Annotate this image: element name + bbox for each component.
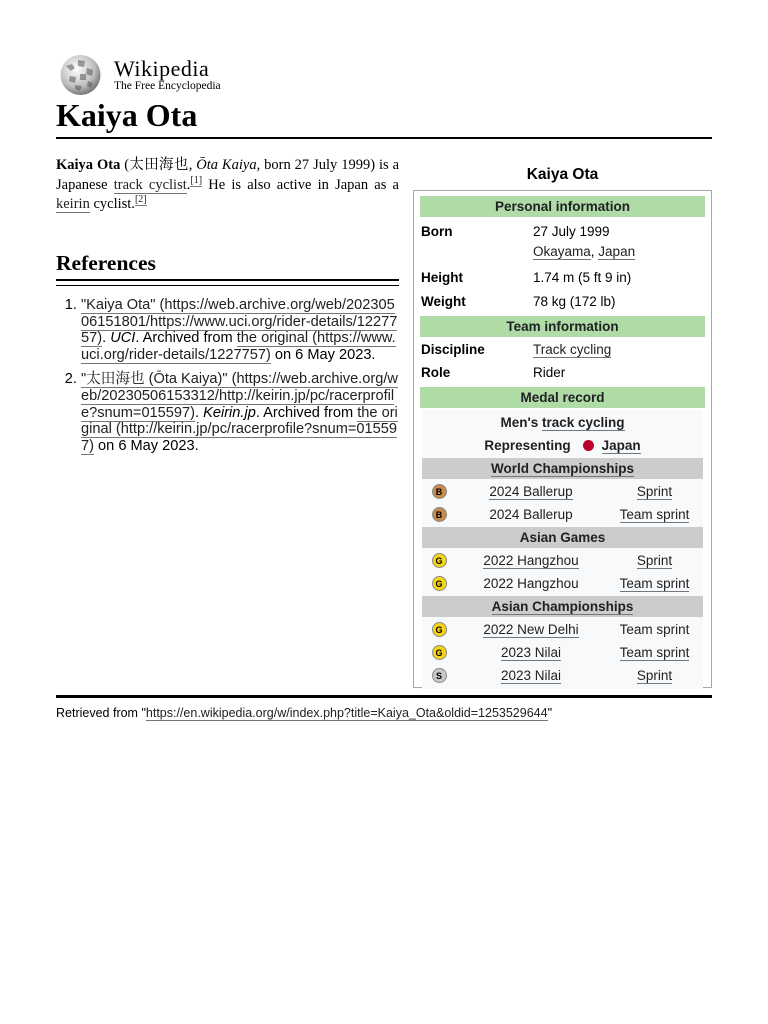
medal-place: 2024 Ballerup [489,507,573,522]
sport-row [422,411,703,434]
medal-event-link[interactable]: Team sprint [619,576,690,591]
competition-heading [422,527,703,548]
retrieved-prefix: Retrieved from " [56,706,146,720]
height-value: 1.74 m (5 ft 9 in) [533,270,632,285]
lead-text: . [186,176,191,193]
wikipedia-wordmark: Wikipedia [114,55,210,81]
reference-item [81,371,399,454]
link-asian-championships[interactable]: Asian Championships [491,599,634,614]
weight-row [420,290,705,314]
role-value: Rider [533,365,566,380]
competition-heading [422,596,703,617]
gold-medal-icon: G [432,553,447,568]
born-date: 27 July 1999 [533,224,610,239]
personal-info-heading: Personal information [420,196,705,217]
sport-prefix: Men's [500,415,542,430]
height-row [420,266,705,290]
silver-medal-icon: S [432,668,447,683]
wikipedia-globe-icon [56,54,105,96]
retrieved-from [56,706,552,720]
competition-heading [422,458,703,479]
link-japan[interactable]: Japan [598,244,636,259]
reference-source: Keirin.jp [203,404,256,421]
references-list [56,297,399,462]
reference-date: on 6 May 2023. [270,346,376,363]
reference-date: on 6 May 2023. [93,437,199,454]
bronze-medal-icon: B [432,507,447,522]
discipline-label: Discipline [421,342,485,357]
gold-medal-icon: G [432,576,447,591]
reference-item [81,297,399,363]
medal-record-heading: Medal record [420,387,705,408]
reference-text: . Archived from [255,404,358,421]
link-track-cycling[interactable]: Track cycling [533,342,612,357]
role-row [420,362,705,384]
medal-place-link[interactable]: 2024 Ballerup [489,484,573,499]
lead-name: Kaiya Ota [56,157,121,173]
lead-text: , [188,157,197,173]
gold-medal-icon: G [432,645,447,660]
medal-row [422,618,703,641]
medal-row [422,503,703,526]
references-divider [56,279,399,281]
height-label: Height [421,270,463,285]
medal-row [422,664,703,687]
medal-place-link[interactable]: 2022 New Delhi [483,622,579,637]
lead-text: cyclist. [89,196,135,212]
infobox-title: Kaiya Ota [526,166,599,183]
reference-original-link[interactable]: the original (https://www.uci.org/rider-details/1227757) [81,330,396,363]
medal-place-link[interactable]: 2022 Hangzhou [483,553,579,568]
role-label: Role [421,365,451,380]
wikipedia-logo[interactable] [56,54,221,96]
bronze-medal-icon: B [432,484,447,499]
team-info-heading: Team information [420,316,705,337]
page-title: Kaiya Ota [56,97,198,133]
title-divider [56,137,712,139]
infobox [413,190,712,688]
medal-event: Team sprint [619,622,690,637]
retrieved-suffix: " [547,706,553,720]
citation-1[interactable]: [1] [190,174,203,186]
representing-label: Representing [484,438,571,453]
footer-divider [56,695,712,698]
gold-medal-icon: G [432,622,447,637]
references-divider-thin [56,285,399,286]
reference-title-link[interactable]: "Kaiya Ota" (https://web.archive.org/web/20230506151801/https://www.uci.org/rider-details/1227757) [81,297,398,347]
reference-original-link[interactable]: the original (http://keirin.jp/pc/racerprofile?snum=015597) [81,404,398,454]
medal-place-link[interactable]: 2023 Nilai [500,668,562,683]
medal-row [422,572,703,595]
representing-row [422,434,703,457]
medal-place: 2022 Hangzhou [483,576,579,591]
reference-text: . [102,330,111,347]
medal-row [422,480,703,503]
citation-2[interactable]: [2] [134,194,147,206]
medal-event-link[interactable]: Team sprint [619,507,690,522]
medal-row [422,641,703,664]
link-representing-japan[interactable]: Japan [601,438,641,453]
weight-label: Weight [421,294,466,309]
link-world-championships[interactable]: World Championships [490,461,634,476]
lead-text: , born 27 July 1999) is a Japanese [56,157,400,193]
lead-japanese-name: 太田海也 [129,157,189,173]
references-heading: References [56,251,156,275]
born-label: Born [421,224,453,239]
japan-flag-icon [583,440,594,451]
link-keirin[interactable]: keirin [56,196,90,212]
lead-text: ( [120,157,130,173]
link-okayama[interactable]: Okayama [533,244,591,259]
asian-games-label: Asian Games [519,530,606,545]
medal-event-link[interactable]: Sprint [636,484,673,499]
medal-place-link[interactable]: 2023 Nilai [500,645,562,660]
lead-text: He is also active in Japan as a [202,176,399,193]
wikipedia-tagline: The Free Encyclopedia [114,79,221,92]
reference-title-link[interactable]: "太田海也 (Ōta Kaiya)" (https://web.archive.org/web/20230506153312/http://keirin.jp/pc/racerprofile?snum=015597) [81,371,398,421]
born-sep: , [590,244,599,259]
reference-source: UCI [110,330,136,347]
reference-text: . Archived from [135,330,237,347]
retrieved-url-link[interactable]: https://en.wikipedia.org/w/index.php?title=Kaiya_Ota&oldid=1253529644 [145,706,548,720]
link-track-cyclist[interactable]: track cyclist [113,176,187,193]
lead-romaji: Ōta Kaiya [196,157,257,173]
discipline-row [420,338,705,362]
reference-text: . [195,404,204,421]
medal-row [422,549,703,572]
medal-event-link[interactable]: Sprint [636,668,673,683]
born-row [420,222,705,262]
medal-event-link[interactable]: Team sprint [619,645,690,660]
lead-paragraph [56,156,399,215]
medal-event-link[interactable]: Sprint [636,553,673,568]
link-sport-track-cycling[interactable]: track cycling [541,415,625,430]
weight-value: 78 kg (172 lb) [533,294,616,309]
medal-table [422,410,703,689]
